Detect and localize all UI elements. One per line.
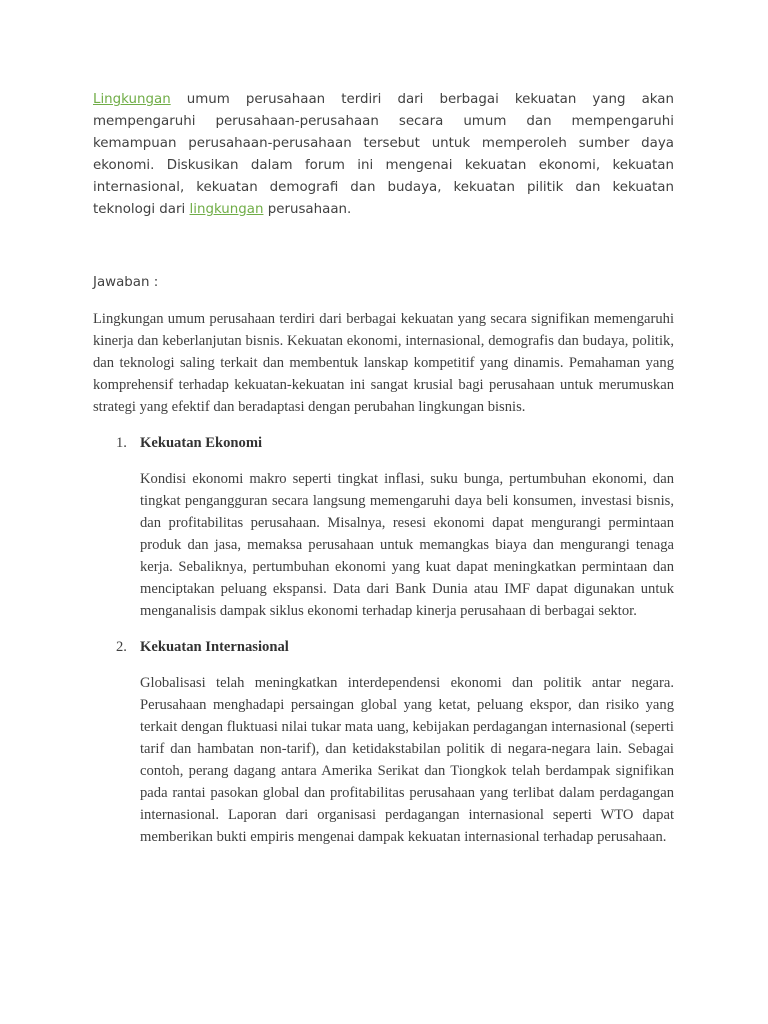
section-title: Kekuatan Internasional [140, 639, 289, 655]
answer-intro-paragraph: Lingkungan umum perusahaan terdiri dari berbagai kekuatan yang secara signifikan memengaruhi kinerja dan keberlanjutan bisnis. Kekuatan ekonomi, internasional, demografis dan budaya, politik, dan teknologi saling terkait dan membentuk lanskap kompetitif yang dinamis. Pemahaman yang komprehensif terhadap kekuatan-kekuatan ini sangat krusial bagi perusahaan untuk merumuskan strategi yang efektif dan beradaptasi dengan perubahan lingkungan bisnis. [93, 311, 674, 415]
section-number: 1. [116, 435, 127, 451]
section-body: Kondisi ekonomi makro seperti tingkat inflasi, suku bunga, pertumbuhan ekonomi, dan tingkat pengangguran secara langsung memengaruhi daya beli konsumen, investasi bisnis, dan profitabilitas perusahaan. Misalnya, resesi ekonomi dapat mengurangi permintaan produk dan jasa, memaksa perusahaan untuk memangkas biaya dan mengurangi tenaga kerja. Sebaliknya, pertumbuhan ekonomi yang kuat dapat meningkatkan permintaan dan menciptakan peluang ekspansi. Data dari Bank Dunia atau IMF dapat digunakan untuk menganalisis dampak siklus ekonomi terhadap kinerja perusahaan di berbagai sektor. [140, 471, 674, 619]
question-text-part-1: umum perusahaan terdiri dari berbagai kekuatan yang akan mempengaruhi perusahaan-perusahaan secara umum dan mempengaruhi kemampuan perusahaan-perusahaan tersebut untuk memperoleh sumber daya ekonomi. Diskusikan dalam forum ini mengenai kekuatan ekonomi, kekuatan internasional, kekuatan demografi dan budaya, kekuatan pilitik dan kekuatan teknologi dari [93, 92, 674, 217]
section-number: 2. [116, 639, 127, 655]
document-page [93, 89, 674, 848]
lingkungan-link[interactable]: Lingkungan [93, 92, 171, 107]
question-text-part-2: perusahaan. [263, 202, 352, 217]
section-heading [93, 636, 674, 658]
section-heading [93, 432, 674, 454]
answer-label: Jawaban : [93, 275, 159, 290]
section-title: Kekuatan Ekonomi [140, 435, 263, 451]
section-international [93, 636, 674, 848]
question-paragraph [93, 89, 674, 221]
section-economic [93, 432, 674, 622]
lingkungan-link-2[interactable]: lingkungan [189, 202, 264, 217]
section-body: Globalisasi telah meningkatkan interdependensi ekonomi dan politik antar negara. Perusahaan menghadapi persaingan global yang ketat, peluang ekspor, dan risiko yang terkait dengan fluktuasi nilai tukar mata uang, kebijakan perdagangan internasional (seperti tarif dan hambatan non-tarif), dan ketidakstabilan politik di negara-negara lain. Sebagai contoh, perang dagang antara Amerika Serikat dan Tiongkok telah berdampak signifikan pada rantai pasokan global dan profitabilitas perusahaan yang terlibat dalam perdagangan internasional. Laporan dari organisasi perdagangan internasional seperti WTO dapat memberikan bukti empiris mengenai dampak kekuatan internasional terhadap perusahaan. [140, 675, 674, 845]
